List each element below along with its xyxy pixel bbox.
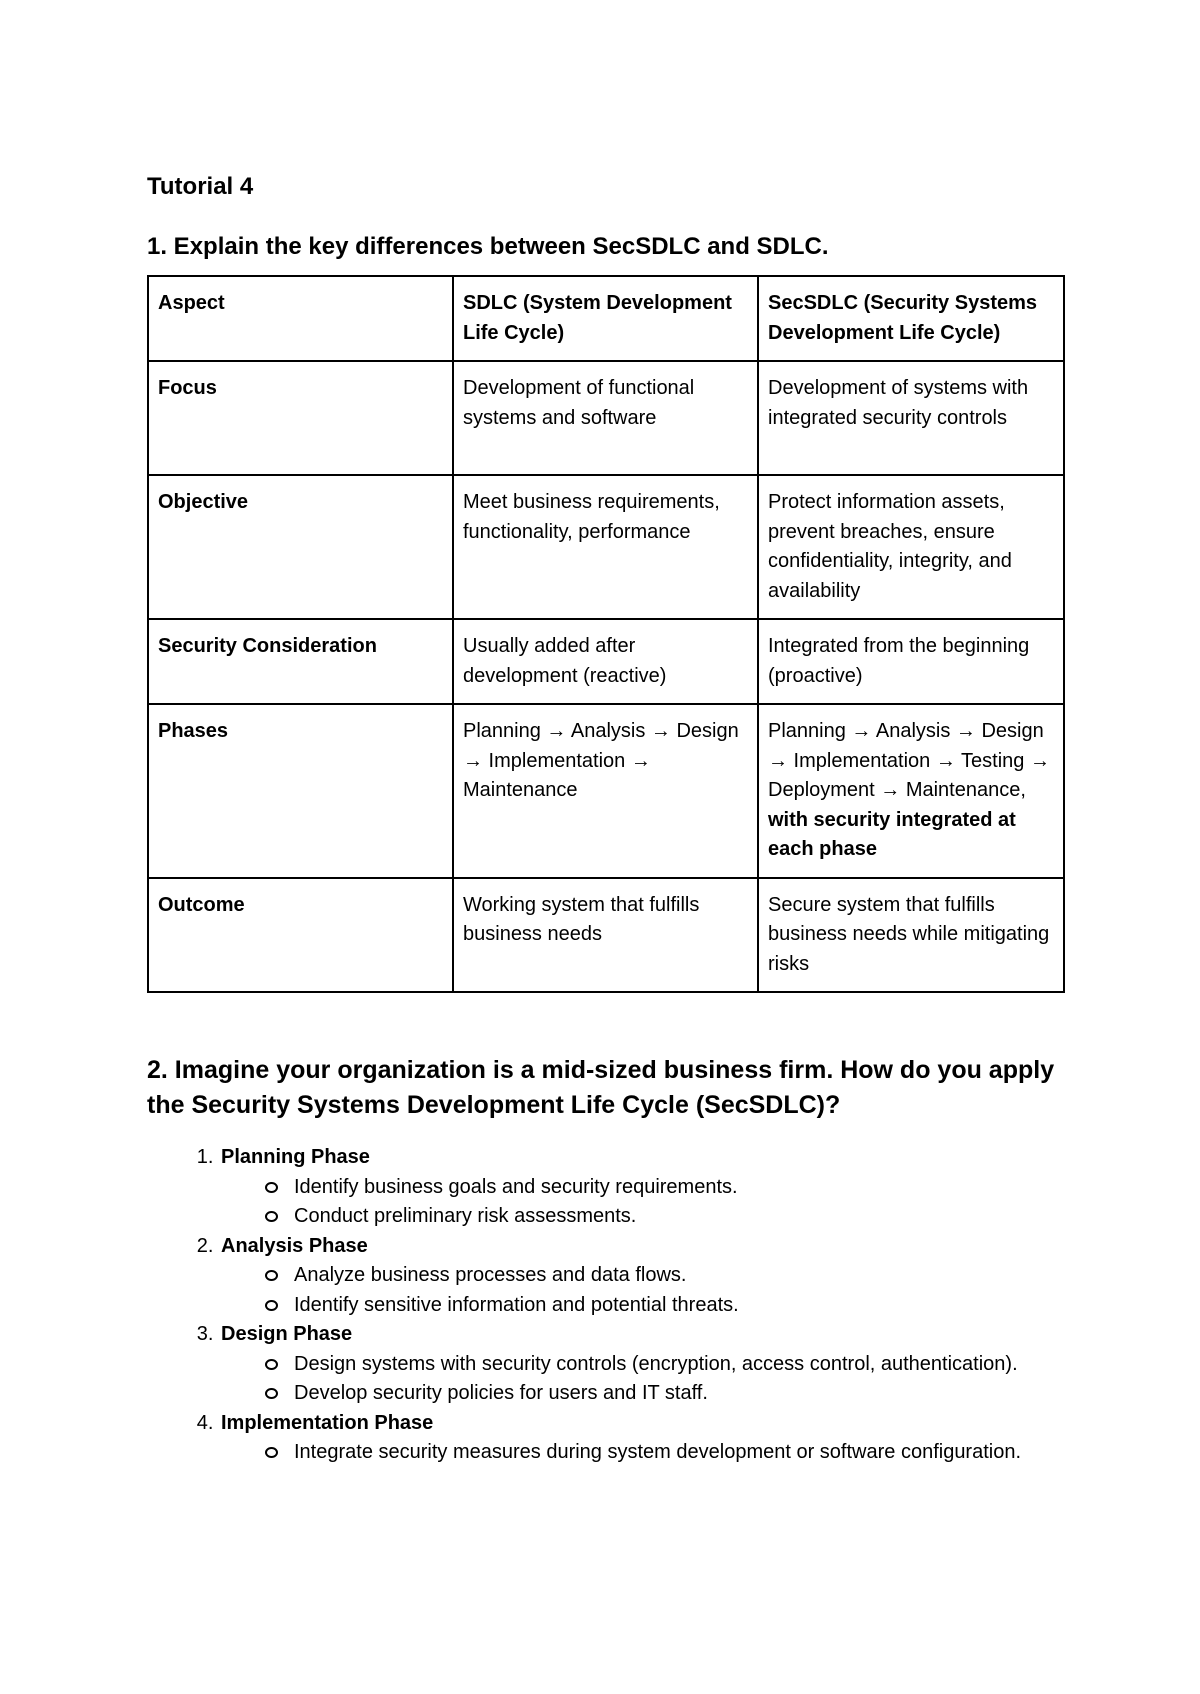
phase-points — [221, 1173, 1063, 1232]
secsdlc-cell-text: Planning → Analysis → Design → Implementation → Testing → Deployment → Maintenance, — [768, 720, 1050, 801]
row-label-cell: Security Consideration — [148, 619, 453, 704]
table-header-row — [148, 276, 1064, 361]
secsdlc-cell: Protect information assets, prevent breaches, ensure confidentiality, integrity, and availability — [758, 475, 1064, 619]
header-cell-aspect: Aspect — [148, 276, 453, 361]
hollow-circle-bullet-icon — [265, 1211, 278, 1222]
list-item — [221, 1202, 1063, 1232]
list-item — [219, 1320, 1063, 1409]
row-label-cell: Outcome — [148, 878, 453, 993]
hollow-circle-bullet-icon — [265, 1182, 278, 1193]
table-row — [148, 878, 1064, 993]
document-title: Tutorial 4 — [147, 173, 254, 200]
secsdlc-cell: Development of systems with integrated security controls — [758, 361, 1064, 475]
point-text: Design systems with security controls (encryption, access control, authentication). — [294, 1352, 1018, 1375]
list-item — [221, 1291, 1063, 1321]
list-item — [221, 1350, 1063, 1380]
sdlc-cell: Meet business requirements, functionality, performance — [453, 475, 758, 619]
point-text: Analyze business processes and data flows. — [294, 1264, 687, 1286]
table-row — [148, 361, 1064, 475]
secsdlc-cell-emphasis: with security integrated at each phase — [768, 808, 1016, 860]
list-item — [219, 1232, 1063, 1321]
hollow-circle-bullet-icon — [265, 1447, 278, 1458]
list-item — [219, 1143, 1063, 1232]
point-text: Conduct preliminary risk assessments. — [294, 1205, 637, 1227]
hollow-circle-bullet-icon — [265, 1388, 278, 1399]
sdlc-cell: Usually added after development (reactive) — [453, 619, 758, 704]
table-row — [148, 704, 1064, 878]
sdlc-cell: Development of functional systems and software — [453, 361, 758, 475]
row-label-cell: Phases — [148, 704, 453, 878]
hollow-circle-bullet-icon — [265, 1300, 278, 1311]
question-2-heading: 2. Imagine your organization is a mid-sized business firm. How do you apply the Security Systems Development Life Cycle (SecSDLC)? — [147, 1056, 1055, 1119]
header-cell-secsdlc: SecSDLC (Security Systems Development Life Cycle) — [758, 276, 1064, 361]
phase-points — [221, 1350, 1063, 1409]
row-label-cell: Objective — [148, 475, 453, 619]
table-row — [148, 475, 1064, 619]
phase-name: Implementation Phase — [221, 1411, 434, 1434]
question-1-heading: 1. Explain the key differences between SecSDLC and SDLC. — [147, 233, 829, 260]
list-item — [219, 1409, 1063, 1468]
phase-points — [221, 1438, 1063, 1468]
list-item — [221, 1379, 1063, 1409]
phase-name: Planning Phase — [221, 1146, 370, 1168]
row-label-cell: Focus — [148, 361, 453, 475]
document-page — [147, 172, 1063, 1468]
point-text: Develop security policies for users and IT staff. — [294, 1382, 708, 1404]
sdlc-cell: Planning → Analysis → Design → Implementation → Maintenance — [453, 704, 758, 878]
secsdlc-cell: Secure system that fulfills business needs while mitigating risks — [758, 878, 1064, 993]
comparison-table — [147, 275, 1065, 993]
list-item — [221, 1173, 1063, 1203]
phase-points — [221, 1261, 1063, 1320]
point-text: Integrate security measures during system development or software configuration. — [294, 1441, 1022, 1463]
phase-list — [147, 1143, 1063, 1468]
point-text: Identify business goals and security requirements. — [294, 1175, 738, 1198]
hollow-circle-bullet-icon — [265, 1270, 278, 1281]
secsdlc-cell: Integrated from the beginning (proactive) — [758, 619, 1064, 704]
point-text: Identify sensitive information and potential threats. — [294, 1293, 739, 1316]
hollow-circle-bullet-icon — [265, 1359, 278, 1370]
list-item — [221, 1261, 1063, 1291]
phase-name: Design Phase — [221, 1323, 353, 1345]
secsdlc-cell — [758, 704, 1064, 878]
phase-name: Analysis Phase — [221, 1234, 368, 1257]
table-row — [148, 619, 1064, 704]
sdlc-cell: Working system that fulfills business needs — [453, 878, 758, 993]
header-cell-sdlc: SDLC (System Development Life Cycle) — [453, 276, 758, 361]
list-item — [221, 1438, 1063, 1468]
